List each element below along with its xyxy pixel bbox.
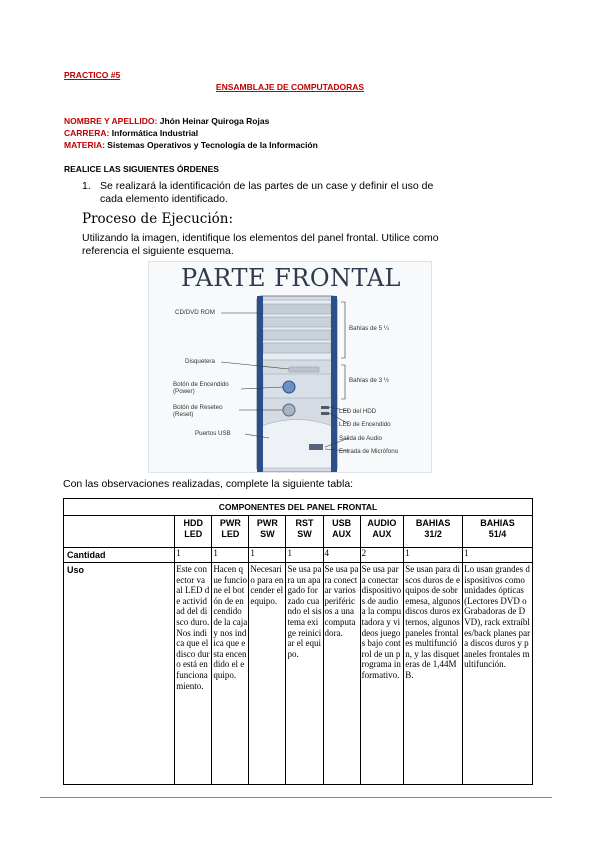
table-cell: 1: [249, 548, 286, 563]
col-rst-sw: RST SW: [286, 516, 323, 548]
label-bays-3-1-2: Bahías de 3 ½: [349, 377, 389, 384]
col-audio-aux: AUDIO AUX: [360, 516, 404, 548]
table-cell: Este conector va al LED de actividad del disco duro. Nos indica que el disco duro está en funcionamiento.: [175, 563, 212, 785]
front-panel-figure: [148, 261, 432, 473]
table-header-row: [64, 516, 533, 548]
table-cell: 1: [463, 548, 533, 563]
label-disquetera: Disquetera: [185, 358, 215, 365]
row-label-uso: Uso: [64, 563, 175, 785]
footer-divider: [40, 797, 552, 798]
table-cell: Hacen que funcione el botón de encendido de la caja y nos indica que esta encendido el equipo.: [212, 563, 249, 785]
col-usb-aux: USB AUX: [323, 516, 360, 548]
col-pwr-led: PWR LED: [212, 516, 249, 548]
components-table: [63, 498, 533, 785]
label-power-button: Botón de Encendido (Power): [173, 381, 229, 395]
col-hdd-led: HDD LED: [175, 516, 212, 548]
instructions: Utilizando la imagen, identifique los elementos del panel frontal. Utilice como referencia el siguiente esquema.: [82, 232, 439, 257]
process-heading: Proceso de Ejecución:: [82, 211, 234, 227]
table-title: COMPONENTES DEL PANEL FRONTAL: [64, 499, 533, 516]
label-power-led: LED de Encendido: [339, 421, 391, 428]
label-audio-out: Salida de Audio: [339, 435, 383, 442]
pc-case-illustration: [149, 262, 432, 473]
subject-line: MATERIA: Sistemas Operativos y Tecnología de la Información: [64, 140, 318, 150]
table-cell: 1: [404, 548, 463, 563]
item-text: Se realizará la identificación de las partes de un case y definir el uso de cada elemento identificado.: [100, 180, 434, 205]
table-row: [64, 548, 533, 563]
table-cell: 1: [286, 548, 323, 563]
practice-number: PRACTICO #5: [64, 70, 121, 80]
table-cell: 1: [175, 548, 212, 563]
table-row: [64, 563, 533, 785]
table-cell: 1: [212, 548, 249, 563]
table-cell: 2: [360, 548, 404, 563]
table-cell: Lo usan grandes dispositivos como unidades ópticas (Lectores DVD o Grabadoras de DVD), rack extraíbles/back planes para discos duros y paneles frontales multifunción.: [463, 563, 533, 785]
table-cell: Se usa para un apagado forzado cuando el sistema exige reiniciar el equipo.: [286, 563, 323, 785]
table-cell: Se usa para conectar dispositivos de audio a la computadora y videos juegos bajo control de un programa informativo.: [360, 563, 404, 785]
col-pwr-sw: PWR SW: [249, 516, 286, 548]
section-heading: REALICE LAS SIGUIENTES ÓRDENES: [64, 164, 219, 174]
col-bahias-3-1-2: BAHIAS 31/2: [404, 516, 463, 548]
table-intro: Con las observaciones realizadas, complete la siguiente tabla:: [63, 478, 354, 490]
row-label-cantidad: Cantidad: [64, 548, 175, 563]
label-cd-dvd: CD/DVD ROM: [175, 309, 215, 316]
label-reset-button: Botón de Reseteo (Reset): [173, 404, 223, 418]
figure-title: PARTE FRONTAL: [181, 264, 401, 292]
label-hdd-led: LED del HDD: [339, 408, 377, 415]
student-name-line: NOMBRE Y APELLIDO: Jhón Heinar Quiroga Rojas: [64, 116, 270, 126]
table-cell: Necesario para encender el equipo.: [249, 563, 286, 785]
table-cell: Se usa para conectar varios periféricos a una computadora.: [323, 563, 360, 785]
table-cell: Se usan para discos duros de equipos de sobremesa, algunos discos duros externos, algunos paneles frontales multifunción, y las disqueteras de 1,44MB.: [404, 563, 463, 785]
col-bahias-5-1-4: BAHIAS 51/4: [463, 516, 533, 548]
table-cell: 4: [323, 548, 360, 563]
label-bays-5-1-4: Bahías de 5 ¼: [349, 325, 389, 332]
empty-corner-cell: [64, 516, 175, 548]
career-line: CARRERA: Informática Industrial: [64, 128, 199, 138]
label-mic-in: Entrada de Micrófono: [339, 448, 399, 455]
item-number: 1.: [82, 180, 91, 192]
label-usb: Puertos USB: [195, 430, 231, 437]
document-title: ENSAMBLAJE DE COMPUTADORAS: [215, 82, 365, 92]
